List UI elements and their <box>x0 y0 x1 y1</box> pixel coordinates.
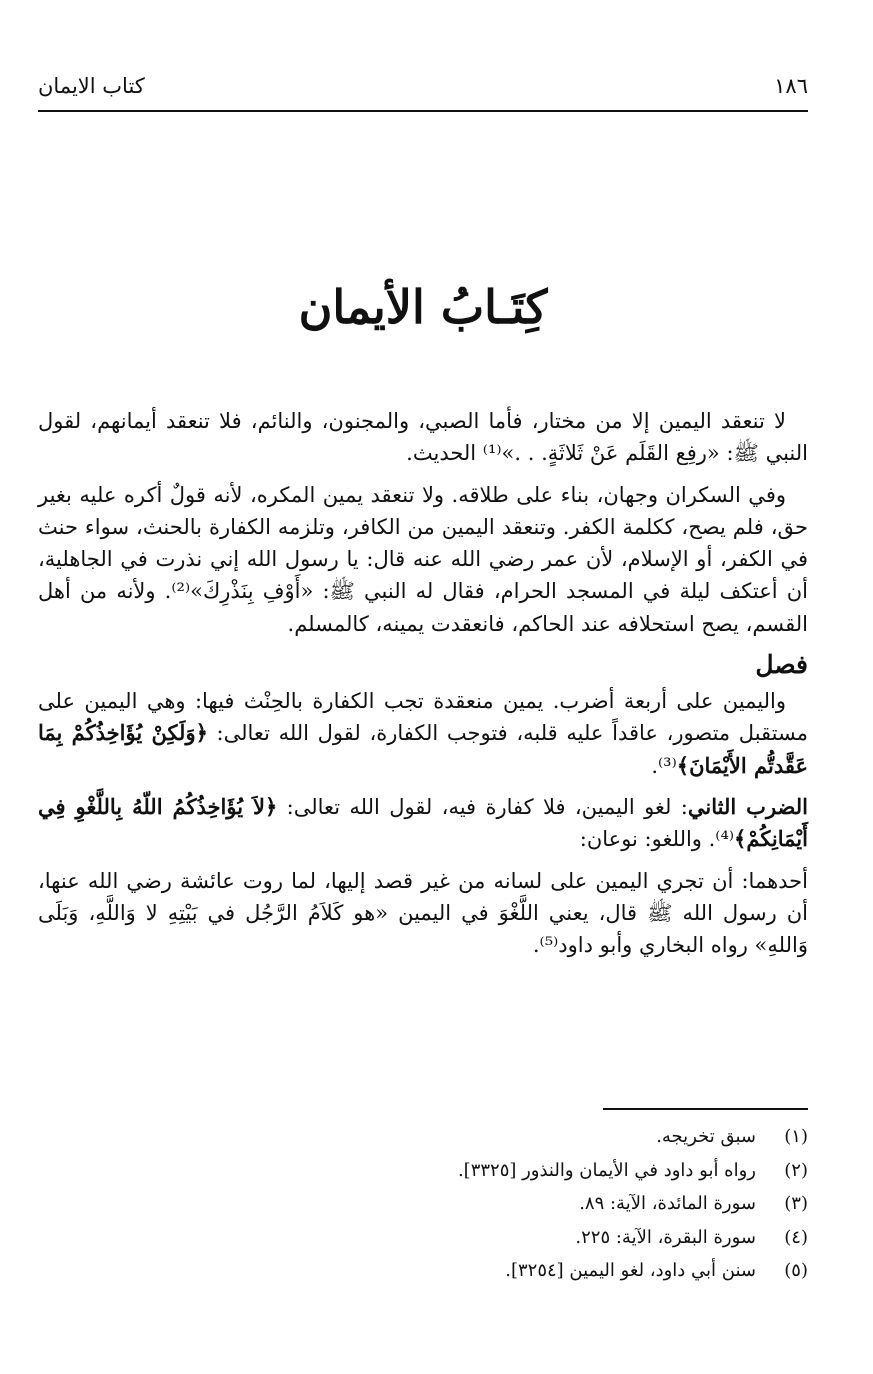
paragraph-1: لا تنعقد اليمين إلا من مختار، فأما الصبي، والمجنون، والنائم، فلا تنعقد أيمانهم، لقول النبي ﷺ: «رفِع القَلَم عَنْ ثَلاثَةٍ. . .»⁽¹⁾ الحديث. <box>38 409 808 466</box>
footnote-rule <box>603 1108 808 1110</box>
footnote-item <box>238 1221 808 1255</box>
running-title: كتاب الايمان <box>38 74 145 98</box>
footnote-item <box>238 1187 808 1221</box>
paragraph-lead: الضرب الثاني <box>687 793 808 819</box>
paragraph-text: واليمين على أربعة أضرب. يمين منعقدة تجب الكفارة بالحِنْث فيها: وهي اليمين على مستقبل متصور، عاقداً عليه قلبه، فتوجب الكفارة، لقول الله تعالى: <box>38 689 808 746</box>
chapter-title: كِتَـابُ الأيمان <box>298 280 548 334</box>
quran-verse: ﴿وَلَكِنْ يُؤَاخِذُكُمْ بِمَا عَقَّدتُّم الأَيْمَانَ﴾ <box>38 720 808 778</box>
footnote-text: سبق تخريجه. <box>656 1126 756 1147</box>
page-header <box>38 58 808 98</box>
footnote-number: (٥) <box>784 1260 808 1281</box>
section-paragraph-2 <box>38 791 808 856</box>
footnote-number: (١) <box>784 1126 808 1147</box>
section-paragraph-1 <box>38 685 808 782</box>
section-heading: فصل <box>755 650 808 680</box>
paragraph-tail: ⁽⁴⁾. واللغو: نوعان: <box>579 827 735 852</box>
footnote-item <box>238 1120 808 1154</box>
paragraph-2: وفي السكران وجهان، بناء على طلاقه. ولا تنعقد يمين المكره، لأنه قولٌ أكره عليه بغير حق، فلم يصح، ككلمة الكفر. وتنعقد اليمين من الكافر، وتلزمه الكفارة بالحنث، سواء حنث في الكفر، أو الإسلام، لأن عمر رضي الله عنه قال: يا رسول الله إني نذرت في الجاهلية، أن أعتكف ليلة في المسجد الحرام، فقال له النبي ﷺ: «أَوْفِ بِنَذْرِكَ»⁽²⁾. ولأنه من أهل القسم، يصح استحلافه عند الحاكم، فانعقدت يمينه، كالمسلم. <box>38 482 808 636</box>
footnotes <box>238 1120 808 1288</box>
footnote-number: (٣) <box>784 1193 808 1214</box>
footnote-text: سنن أبي داود، لغو اليمين [٣٢٥٤]. <box>505 1260 756 1281</box>
footnote-number: (٢) <box>784 1159 808 1181</box>
footnote-text: سورة المائدة، الآية: ٨٩. <box>579 1193 756 1214</box>
page-number: ١٨٦ <box>774 74 808 98</box>
header-rule <box>38 110 808 112</box>
paragraph-text: : لغو اليمين، فلا كفارة فيه، لقول الله تعالى: <box>277 794 688 819</box>
footnote-item <box>238 1154 808 1188</box>
footnote-text: رواه أبو داود في الأيمان والنذور [٣٣٢٥]. <box>457 1159 756 1181</box>
book-page <box>38 0 808 1374</box>
paragraph-tail: ⁽³⁾. <box>651 753 677 778</box>
footnote-number: (٤) <box>784 1226 808 1248</box>
quran-verse: ﴿لاَ يُؤَاخِذُكُمُ اللّهُ بِاللَّغْوِ فِي أَيْمَانِكُمْ﴾ <box>38 793 808 852</box>
footnote-item <box>238 1254 808 1288</box>
section-paragraph-3: أحدهما: أن تجري اليمين على لسانه من غير قصد إليها، لما روت عائشة رضي الله عنها، أن رسول الله ﷺ قال، يعني اللَّغْوَ في اليمين «هو كَلاَمُ الرَّجُل في بَيْتِهِ لا وَاللَّهِ، وَبَلَى وَاللهِ» رواه البخاري وأبو داود⁽⁵⁾. <box>38 868 808 958</box>
main-text <box>38 405 808 970</box>
footnote-text: سورة البقرة، الآية: ٢٢٥. <box>575 1226 756 1248</box>
